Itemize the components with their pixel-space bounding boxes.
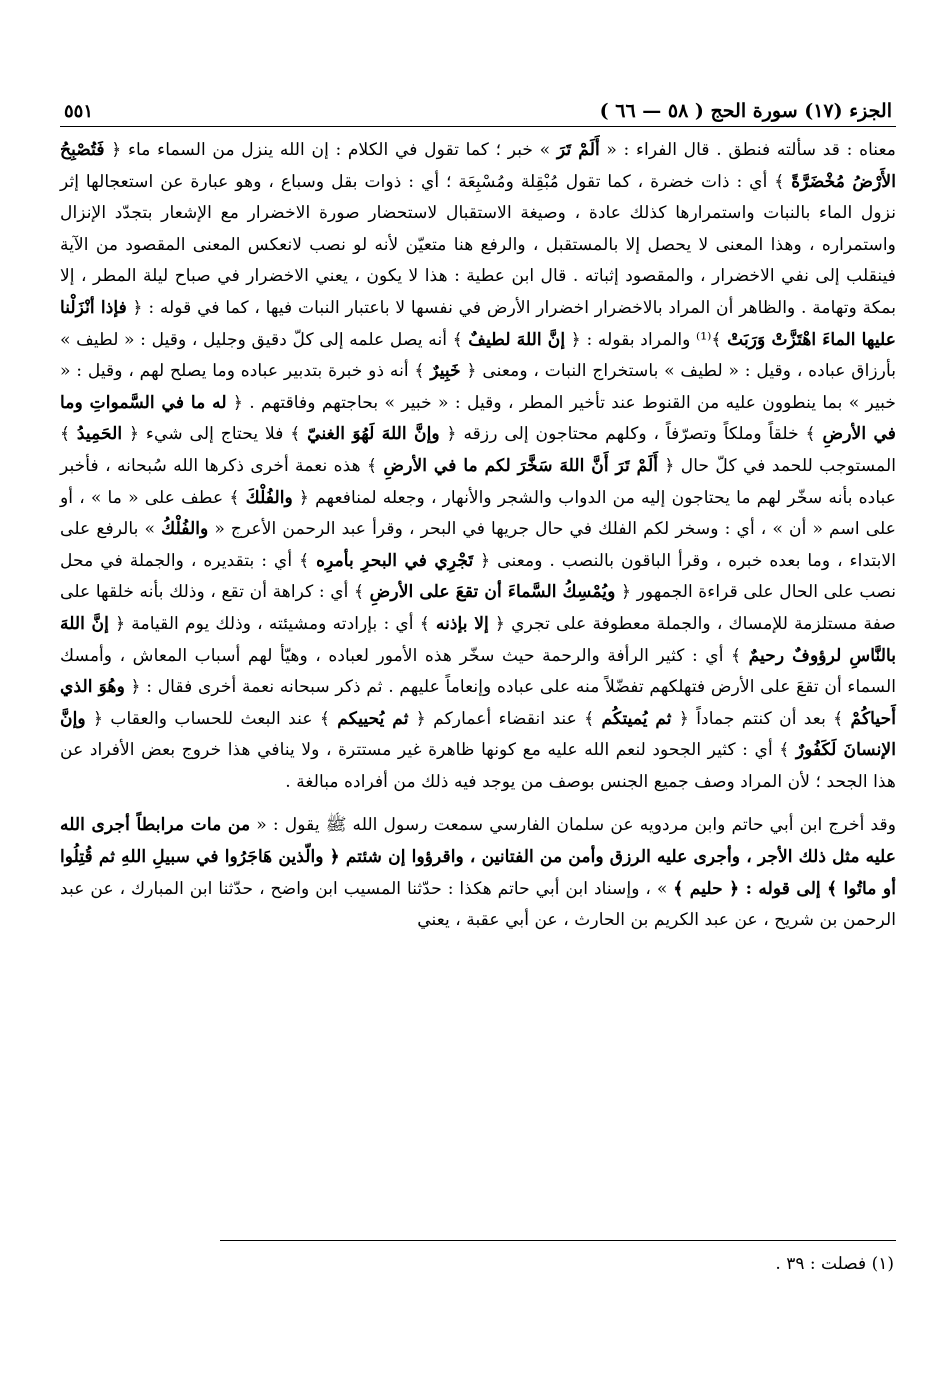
- text-run: » خبر ؛ كما تقول في الكلام : إن الله ينزل من السماء ماء ﴿: [104, 140, 557, 160]
- text-run: ﴾ فلا يحتاج إلى شيء ﴿: [122, 424, 308, 445]
- quran-quote: إلا بإذنه: [435, 613, 489, 634]
- page-body: [60, 135, 896, 937]
- hadith-paragraph: [60, 810, 896, 936]
- text-run: ﴾⁽¹⁾ والمراد بقوله : ﴿: [565, 329, 728, 350]
- text-run: » ، وإسناد ابن أبي حاتم هكذا : حدّثنا المسيب ابن واضح ، حدّثنا ابن المبارك ، عن عبد الرحمن بن شريح ، عن عبد الكريم بن الحارث ، عن أبي عقبة ، يعني: [60, 878, 896, 931]
- quran-quote: فَتُصْبِحُ الأَرْضُ مُخْضَرَّةً: [60, 140, 896, 192]
- text-run: ﴾ المستوجب للحمد في كلّ حال ﴿: [60, 424, 896, 476]
- quran-quote: إنَّ اللهَ بالنَّاسِ لرؤوفٌ رحيمٌ: [60, 613, 896, 666]
- quran-quote: الحَمِيدُ: [76, 424, 123, 445]
- page-number: ٥٥١: [64, 101, 94, 122]
- text-run: ﴾ أنه يصل علمه إلى كلّ دقيق وجليل ، وقيل : « لطيف » بأرزاق عباده ، وقيل : « لطيف » باستخراج النبات ، ومعنى ﴿: [60, 329, 896, 382]
- text-run: ﴾ أنه ذو خبرة بتدبير عباده وما يصلح لهم ، وقيل : « خبير » بما ينطوون عليه من القنوط عند تأخير المطر ، وقيل : « خبير » بحاجتهم وفاقتهم . ﴿: [60, 361, 896, 413]
- quran-quote: من مات مرابطاً أجرى الله عليه مثل ذلك الأجر ، وأجرى عليه الرزق وأمن من الفتانين ، واقرؤوا إن شئتم ﴿ والّذين هَاجَرُوا في سبيلِ اللهِ ثم قُتِلُوا أو ماتُوا ﴾ إلى قوله : ﴿ حليم ﴾: [60, 815, 896, 899]
- quran-quote: أَلَمْ تَرَ: [556, 140, 600, 160]
- quran-quote: وإنَّ اللهَ لَهُوَ الغنيّ: [307, 424, 440, 445]
- quran-quote: أَلَمْ تَرَ أَنَّ اللهَ سَخَّرَ لكم ما في الأرضِ: [383, 455, 659, 476]
- text-run: ﴾ أي : كثير الجحود لنعم الله عليه مع كونها ظاهرة غير مستترة ، ولا ينافي هذا خروج بعض الأفراد عن هذا الجحد ؛ لأن المراد وصف جميع الجنس بوصف من يوجد فيه ذلك من أفراده مبالغة .: [60, 740, 896, 792]
- quran-quote: إنَّ اللهَ لطيفٌ: [468, 329, 566, 350]
- text-run: ﴾ عند انقضاء أعماركم ﴿: [408, 708, 602, 729]
- text-run: ﴾ أي : ذات خضرة ، كما تقول مُبْقِلة ومُسْبِعَة ؛ أي : ذوات بقل وسباع ، وهو عبارة عن استعجالها إثر نزول الماء بالنبات واستمرارها كذلك عادة ، وصيغة الاستقبال لاستحضار صورة الاخضرار مع الإشعار بتجدّد الإنزال واستمراره ، وهذا المعنى لا يحصل إلا بالمستقبل ، والرفع هنا متعيّن لأنه لو نصب لانعكس المعنى المقصود من الآية فينقلب إلى نفي الاخضرار ، والمقصود إثباته . قال ابن عطية : هذا لا يكون ، يعني الاخضرار في صباح ليلة المطر ، إلا بمكة وتهامة . والظاهر أن المراد بالاخضرار اخضرار الأرض في نفسها لا باعتبار النبات فيها ، كما في قوله : ﴿: [60, 171, 896, 318]
- text-run: » بالرفع على الابتداء ، وما بعده خبره ، وقرأ الباقون بالنصب . ومعنى ﴿: [60, 519, 896, 571]
- quran-quote: له ما في السَّمواتِ وما في الأرضِ: [60, 392, 896, 445]
- text-run: ﴾ خلقاً وملكاً وتصرّفاً ، وكلهم محتاجون إلى رزقه ﴿: [439, 424, 823, 445]
- text-run: ﴾ عطف على « ما » ، أو على اسم « أن » ، أي : وسخر لكم الفلك في حال جريها في البحر ، وقرأ عبد الرحمن الأعرج «: [60, 487, 896, 540]
- text-run: وقد أخرج ابن أبي حاتم وابن مردويه عن سلمان الفارسي سمعت رسول الله ﷺ يقول : «: [250, 815, 896, 836]
- text-run: ﴾ أي : بتقديره ، والجملة في محل نصب على الحال على قراءة الجمهور ﴿: [60, 550, 896, 603]
- quran-quote: ثم يُميتكُم: [601, 708, 672, 729]
- quran-quote: ثم يُحييكم: [337, 708, 409, 729]
- quran-quote: والفُلْكُ: [161, 519, 209, 540]
- quran-quote: وهُوَ الذي أَحياكُمْ: [60, 677, 896, 729]
- footnote-separator: [220, 1240, 896, 1241]
- document-page: [60, 88, 896, 937]
- running-title: الجزء (١٧) سورة الحج ( ٥٨ — ٦٦ ): [599, 100, 892, 122]
- quran-quote: تَجْرِي في البحرِ بأمرِه: [316, 550, 474, 571]
- text-run: ﴾ عند البعث للحساب والعقاب ﴿: [85, 708, 338, 729]
- text-run: ﴾ بعد أن كنتم جماداً ﴿: [671, 708, 851, 729]
- text-run: ﴾ أي : بإرادته ومشيئته ، وذلك يوم القيامة ﴿: [108, 613, 436, 634]
- text-run: معناه : قد سألته فنطق . قال الفراء : «: [599, 140, 896, 160]
- text-run: ﴾ هذه نعمة أخرى ذكرها الله سُبحانه ، فأخبر عباده بأنه سخّر لهم ما يحتاجون إليه من الدواب والشجر والأنهار ، وجعله لمنافعهم ﴿: [60, 455, 897, 508]
- text-run: ﴾ أي : كراهة أن تقع ، وذلك بأنه خلقها على صفة مستلزمة للإمساك ، والجملة معطوفة على تجري ﴿: [60, 582, 897, 634]
- quran-quote: فإذا أنْزَلْنا عليها الماءَ اهْتَزَّتْ وَرَبَتْ: [60, 297, 896, 350]
- footnote: (١) فصلت : ٣٩ .: [775, 1254, 894, 1274]
- quran-quote: وإنَّ الإنسانَ لَكَفُورٌ: [60, 708, 896, 761]
- commentary-paragraph: [60, 135, 896, 798]
- quran-quote: خَبِيرٌ: [430, 361, 461, 382]
- quran-quote: ويُمْسِكُ السَّماءَ أن تقعَ على الأرضِ: [369, 582, 616, 603]
- quran-quote: والفُلْكَ: [245, 487, 293, 508]
- text-run: ﴾ أي : كثير الرأفة والرحمة حيث سخّر هذه الأمور لعباده ، وهيّأ لهم أسباب المعاش ، وأمسك السماء أن تقعَ على الأرض فتهلكهم تفضّلاً منه على عباده وإنعاماً عليهم . ثم ذكر سبحانه نعمة أخرى فقال : ﴿: [60, 645, 897, 698]
- page-header: [60, 88, 896, 127]
